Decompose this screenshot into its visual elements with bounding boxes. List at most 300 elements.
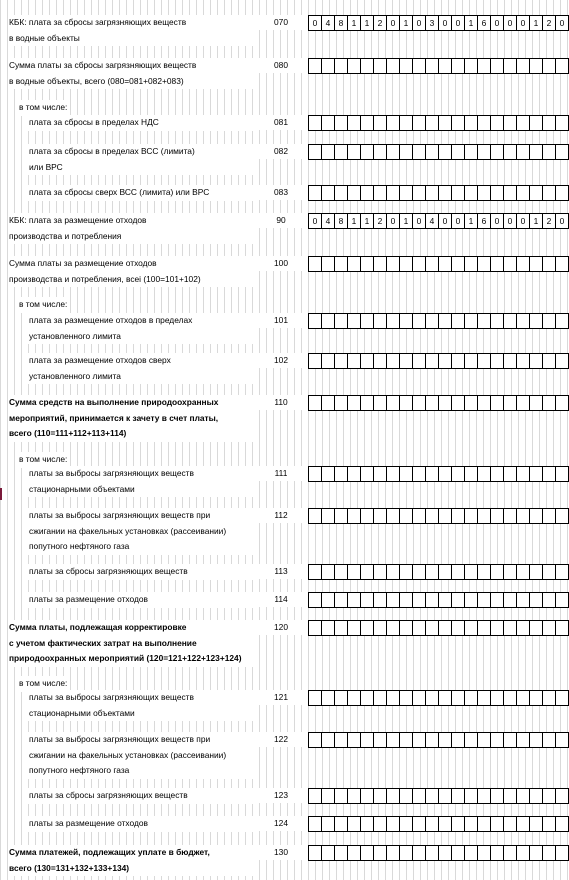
input-cell[interactable] <box>529 816 543 832</box>
input-cell[interactable]: 2 <box>373 15 387 31</box>
input-cell[interactable] <box>477 58 491 74</box>
input-cell[interactable] <box>438 690 452 706</box>
input-cell[interactable] <box>438 256 452 272</box>
input-cell[interactable] <box>360 845 374 861</box>
input-cell[interactable] <box>555 395 569 411</box>
input-cell[interactable] <box>360 732 374 748</box>
input-cell[interactable] <box>542 395 556 411</box>
input-cell[interactable] <box>490 395 504 411</box>
input-cell[interactable] <box>503 816 517 832</box>
input-cell[interactable] <box>373 592 387 608</box>
input-cell[interactable] <box>334 690 348 706</box>
input-cell[interactable] <box>386 788 400 804</box>
input-cell[interactable] <box>542 508 556 524</box>
input-cell[interactable] <box>516 788 530 804</box>
input-cell[interactable] <box>321 256 335 272</box>
input-cell[interactable] <box>321 466 335 482</box>
input-cell[interactable] <box>360 58 374 74</box>
input-cell[interactable] <box>321 353 335 369</box>
input-cell[interactable] <box>529 508 543 524</box>
input-cell[interactable]: 1 <box>464 213 478 229</box>
input-cell[interactable] <box>425 256 439 272</box>
input-cell[interactable] <box>360 256 374 272</box>
input-cell[interactable] <box>555 508 569 524</box>
input-cell[interactable] <box>321 508 335 524</box>
input-cell[interactable] <box>451 788 465 804</box>
input-cell[interactable] <box>308 395 322 411</box>
input-cell[interactable] <box>464 620 478 636</box>
input-cell[interactable] <box>438 395 452 411</box>
input-cell[interactable] <box>490 845 504 861</box>
input-cell[interactable] <box>477 788 491 804</box>
input-cell[interactable] <box>308 816 322 832</box>
input-cell[interactable] <box>503 508 517 524</box>
input-cell[interactable]: 6 <box>477 15 491 31</box>
input-cell[interactable] <box>438 508 452 524</box>
input-cell[interactable]: 3 <box>425 15 439 31</box>
input-cell[interactable] <box>555 466 569 482</box>
input-cell[interactable] <box>555 353 569 369</box>
input-cell[interactable] <box>490 466 504 482</box>
input-cell[interactable] <box>503 256 517 272</box>
input-cell[interactable] <box>490 690 504 706</box>
input-cell[interactable] <box>425 816 439 832</box>
input-cell[interactable] <box>529 466 543 482</box>
input-cell[interactable] <box>451 690 465 706</box>
input-cell[interactable] <box>412 395 426 411</box>
input-cell[interactable] <box>542 620 556 636</box>
input-cell[interactable] <box>347 592 361 608</box>
input-cell[interactable] <box>542 353 556 369</box>
input-cell[interactable] <box>399 564 413 580</box>
input-cell[interactable] <box>529 185 543 201</box>
input-cell[interactable] <box>516 466 530 482</box>
input-cell[interactable]: 4 <box>321 15 335 31</box>
input-cell[interactable] <box>503 564 517 580</box>
input-cell[interactable] <box>399 185 413 201</box>
input-cell[interactable] <box>477 115 491 131</box>
input-cell[interactable] <box>464 508 478 524</box>
input-cell[interactable] <box>386 564 400 580</box>
input-cell[interactable] <box>360 353 374 369</box>
input-cell[interactable]: 0 <box>516 213 530 229</box>
input-cell[interactable] <box>464 395 478 411</box>
input-cell[interactable] <box>529 58 543 74</box>
input-cell[interactable] <box>373 732 387 748</box>
input-cell[interactable] <box>503 592 517 608</box>
input-cell[interactable] <box>334 144 348 160</box>
input-cell[interactable] <box>321 144 335 160</box>
input-cell[interactable] <box>347 690 361 706</box>
input-cell[interactable] <box>451 313 465 329</box>
input-cell[interactable] <box>529 620 543 636</box>
input-cell[interactable] <box>308 620 322 636</box>
input-cell[interactable] <box>438 732 452 748</box>
input-cell[interactable] <box>308 58 322 74</box>
input-cell[interactable] <box>347 816 361 832</box>
input-cell[interactable] <box>412 115 426 131</box>
input-cell[interactable] <box>542 466 556 482</box>
input-cell[interactable] <box>516 353 530 369</box>
input-cell[interactable] <box>412 564 426 580</box>
input-cell[interactable] <box>347 508 361 524</box>
input-cell[interactable] <box>516 58 530 74</box>
input-cell[interactable] <box>386 845 400 861</box>
input-cell[interactable] <box>542 732 556 748</box>
input-cell[interactable] <box>464 256 478 272</box>
input-cell[interactable] <box>425 58 439 74</box>
input-cell[interactable] <box>321 816 335 832</box>
input-cell[interactable] <box>503 620 517 636</box>
input-cell[interactable] <box>399 508 413 524</box>
input-cell[interactable] <box>425 788 439 804</box>
input-cell[interactable] <box>321 58 335 74</box>
input-cell[interactable] <box>503 144 517 160</box>
input-cell[interactable] <box>412 592 426 608</box>
input-cell[interactable] <box>334 466 348 482</box>
input-cell[interactable] <box>477 732 491 748</box>
input-cell[interactable] <box>542 256 556 272</box>
input-cell[interactable] <box>464 788 478 804</box>
input-cell[interactable] <box>399 816 413 832</box>
input-cell[interactable] <box>516 395 530 411</box>
input-cell[interactable] <box>321 592 335 608</box>
input-cell[interactable] <box>373 353 387 369</box>
input-cell[interactable] <box>412 353 426 369</box>
input-cell[interactable]: 4 <box>321 213 335 229</box>
input-cell[interactable]: 1 <box>347 213 361 229</box>
input-cell[interactable] <box>542 313 556 329</box>
input-cell[interactable] <box>438 816 452 832</box>
input-cell[interactable] <box>529 788 543 804</box>
input-cell[interactable]: 0 <box>451 213 465 229</box>
input-cell[interactable] <box>425 353 439 369</box>
input-cell[interactable] <box>399 144 413 160</box>
input-cell[interactable]: 2 <box>542 213 556 229</box>
input-cell[interactable] <box>490 256 504 272</box>
input-cell[interactable] <box>529 115 543 131</box>
input-cell[interactable] <box>503 690 517 706</box>
input-cell[interactable] <box>360 185 374 201</box>
input-cell[interactable] <box>451 115 465 131</box>
input-cell[interactable]: 0 <box>451 15 465 31</box>
input-cell[interactable] <box>334 115 348 131</box>
input-cell[interactable] <box>477 353 491 369</box>
input-cell[interactable] <box>321 690 335 706</box>
input-cell[interactable] <box>477 466 491 482</box>
input-cell[interactable] <box>464 58 478 74</box>
input-cell[interactable]: 1 <box>360 213 374 229</box>
input-cell[interactable] <box>334 508 348 524</box>
input-cell[interactable]: 0 <box>503 15 517 31</box>
input-cell[interactable] <box>425 690 439 706</box>
input-cell[interactable] <box>321 313 335 329</box>
input-cell[interactable] <box>542 816 556 832</box>
input-cell[interactable] <box>438 313 452 329</box>
input-cell[interactable] <box>373 564 387 580</box>
input-cell[interactable] <box>386 144 400 160</box>
input-cell[interactable]: 0 <box>516 15 530 31</box>
input-cell[interactable] <box>360 144 374 160</box>
input-cell[interactable] <box>555 144 569 160</box>
input-cell[interactable] <box>360 620 374 636</box>
input-cell[interactable] <box>516 564 530 580</box>
input-cell[interactable] <box>347 313 361 329</box>
input-cell[interactable] <box>438 564 452 580</box>
input-cell[interactable] <box>464 313 478 329</box>
input-cell[interactable] <box>412 58 426 74</box>
input-cell[interactable] <box>490 353 504 369</box>
input-cell[interactable] <box>360 115 374 131</box>
input-cell[interactable] <box>503 353 517 369</box>
input-cell[interactable] <box>477 508 491 524</box>
input-cell[interactable] <box>464 564 478 580</box>
input-cell[interactable] <box>555 185 569 201</box>
input-cell[interactable] <box>347 115 361 131</box>
input-cell[interactable] <box>386 466 400 482</box>
input-cell[interactable] <box>360 313 374 329</box>
input-cell[interactable] <box>438 788 452 804</box>
input-cell[interactable] <box>529 564 543 580</box>
input-cell[interactable] <box>321 564 335 580</box>
input-cell[interactable] <box>321 788 335 804</box>
input-cell[interactable] <box>321 732 335 748</box>
input-cell[interactable] <box>308 466 322 482</box>
input-cell[interactable] <box>503 395 517 411</box>
input-cell[interactable] <box>412 732 426 748</box>
input-cell[interactable] <box>503 185 517 201</box>
input-cell[interactable] <box>542 144 556 160</box>
input-cell[interactable] <box>308 564 322 580</box>
input-cell[interactable] <box>503 845 517 861</box>
input-cell[interactable] <box>347 353 361 369</box>
input-cell[interactable] <box>438 115 452 131</box>
input-cell[interactable] <box>321 115 335 131</box>
input-cell[interactable] <box>503 788 517 804</box>
input-cell[interactable] <box>516 508 530 524</box>
input-cell[interactable]: 1 <box>529 15 543 31</box>
input-cell[interactable] <box>555 592 569 608</box>
input-cell[interactable] <box>425 466 439 482</box>
input-cell[interactable] <box>373 395 387 411</box>
input-cell[interactable] <box>529 144 543 160</box>
input-cell[interactable]: 2 <box>373 213 387 229</box>
input-cell[interactable] <box>373 690 387 706</box>
input-cell[interactable]: 0 <box>555 213 569 229</box>
input-cell[interactable] <box>542 845 556 861</box>
input-cell[interactable] <box>425 592 439 608</box>
input-cell[interactable] <box>308 592 322 608</box>
input-cell[interactable] <box>477 256 491 272</box>
input-cell[interactable] <box>529 313 543 329</box>
input-cell[interactable] <box>464 353 478 369</box>
input-cell[interactable] <box>503 58 517 74</box>
input-cell[interactable] <box>386 185 400 201</box>
input-cell[interactable] <box>490 592 504 608</box>
input-cell[interactable] <box>555 564 569 580</box>
input-cell[interactable]: 1 <box>399 15 413 31</box>
input-cell[interactable]: 6 <box>477 213 491 229</box>
input-cell[interactable] <box>490 732 504 748</box>
input-cell[interactable] <box>373 185 387 201</box>
input-cell[interactable] <box>399 395 413 411</box>
input-cell[interactable] <box>464 115 478 131</box>
input-cell[interactable] <box>347 845 361 861</box>
input-cell[interactable] <box>334 313 348 329</box>
input-cell[interactable] <box>308 115 322 131</box>
input-cell[interactable] <box>334 395 348 411</box>
input-cell[interactable] <box>308 788 322 804</box>
input-cell[interactable]: 0 <box>308 15 322 31</box>
input-cell[interactable] <box>321 395 335 411</box>
input-cell[interactable] <box>334 845 348 861</box>
input-cell[interactable] <box>399 592 413 608</box>
input-cell[interactable] <box>360 788 374 804</box>
input-cell[interactable] <box>425 313 439 329</box>
input-cell[interactable] <box>334 788 348 804</box>
input-cell[interactable] <box>503 732 517 748</box>
input-cell[interactable]: 0 <box>308 213 322 229</box>
input-cell[interactable] <box>451 816 465 832</box>
input-cell[interactable] <box>308 313 322 329</box>
input-cell[interactable] <box>477 690 491 706</box>
input-cell[interactable]: 0 <box>386 213 400 229</box>
input-cell[interactable]: 0 <box>412 15 426 31</box>
input-cell[interactable] <box>386 395 400 411</box>
input-cell[interactable] <box>529 592 543 608</box>
input-cell[interactable] <box>412 620 426 636</box>
input-cell[interactable] <box>490 144 504 160</box>
input-cell[interactable] <box>477 564 491 580</box>
input-cell[interactable]: 0 <box>490 213 504 229</box>
input-cell[interactable] <box>412 144 426 160</box>
input-cell[interactable] <box>464 732 478 748</box>
input-cell[interactable] <box>334 185 348 201</box>
input-cell[interactable] <box>347 256 361 272</box>
input-cell[interactable] <box>321 185 335 201</box>
input-cell[interactable] <box>516 732 530 748</box>
input-cell[interactable] <box>451 564 465 580</box>
input-cell[interactable]: 0 <box>386 15 400 31</box>
input-cell[interactable] <box>542 115 556 131</box>
input-cell[interactable] <box>490 313 504 329</box>
input-cell[interactable] <box>399 845 413 861</box>
input-cell[interactable] <box>412 466 426 482</box>
input-cell[interactable]: 0 <box>490 15 504 31</box>
input-cell[interactable] <box>412 816 426 832</box>
input-cell[interactable] <box>516 115 530 131</box>
input-cell[interactable] <box>360 592 374 608</box>
input-cell[interactable] <box>399 353 413 369</box>
input-cell[interactable] <box>386 592 400 608</box>
input-cell[interactable] <box>334 592 348 608</box>
input-cell[interactable] <box>334 58 348 74</box>
input-cell[interactable] <box>529 690 543 706</box>
input-cell[interactable] <box>347 788 361 804</box>
input-cell[interactable] <box>321 620 335 636</box>
input-cell[interactable] <box>438 466 452 482</box>
input-cell[interactable] <box>516 185 530 201</box>
input-cell[interactable] <box>438 592 452 608</box>
input-cell[interactable] <box>347 58 361 74</box>
input-cell[interactable] <box>516 144 530 160</box>
input-cell[interactable] <box>503 115 517 131</box>
input-cell[interactable] <box>360 690 374 706</box>
input-cell[interactable] <box>490 508 504 524</box>
input-cell[interactable] <box>529 353 543 369</box>
input-cell[interactable] <box>386 816 400 832</box>
input-cell[interactable] <box>438 144 452 160</box>
input-cell[interactable]: 1 <box>464 15 478 31</box>
input-cell[interactable] <box>464 466 478 482</box>
input-cell[interactable] <box>347 185 361 201</box>
input-cell[interactable] <box>477 592 491 608</box>
input-cell[interactable] <box>477 144 491 160</box>
input-cell[interactable] <box>308 732 322 748</box>
input-cell[interactable] <box>477 620 491 636</box>
input-cell[interactable] <box>542 564 556 580</box>
input-cell[interactable] <box>490 816 504 832</box>
input-cell[interactable] <box>516 620 530 636</box>
input-cell[interactable] <box>373 115 387 131</box>
input-cell[interactable] <box>334 353 348 369</box>
input-cell[interactable] <box>451 732 465 748</box>
input-cell[interactable] <box>477 816 491 832</box>
input-cell[interactable] <box>555 115 569 131</box>
input-cell[interactable] <box>438 845 452 861</box>
input-cell[interactable] <box>490 115 504 131</box>
input-cell[interactable] <box>529 732 543 748</box>
input-cell[interactable] <box>412 845 426 861</box>
input-cell[interactable] <box>386 620 400 636</box>
input-cell[interactable] <box>425 508 439 524</box>
input-cell[interactable] <box>308 353 322 369</box>
input-cell[interactable] <box>373 256 387 272</box>
input-cell[interactable] <box>373 313 387 329</box>
input-cell[interactable] <box>529 395 543 411</box>
input-cell[interactable] <box>490 185 504 201</box>
input-cell[interactable] <box>399 58 413 74</box>
input-cell[interactable] <box>347 732 361 748</box>
input-cell[interactable] <box>308 508 322 524</box>
input-cell[interactable] <box>503 313 517 329</box>
input-cell[interactable] <box>516 313 530 329</box>
input-cell[interactable] <box>516 256 530 272</box>
input-cell[interactable] <box>529 845 543 861</box>
input-cell[interactable] <box>555 690 569 706</box>
input-cell[interactable] <box>425 732 439 748</box>
input-cell[interactable]: 0 <box>503 213 517 229</box>
input-cell[interactable] <box>347 564 361 580</box>
input-cell[interactable] <box>438 353 452 369</box>
input-cell[interactable] <box>555 58 569 74</box>
input-cell[interactable] <box>451 592 465 608</box>
input-cell[interactable] <box>412 185 426 201</box>
input-cell[interactable] <box>555 732 569 748</box>
input-cell[interactable] <box>373 58 387 74</box>
input-cell[interactable] <box>308 185 322 201</box>
input-cell[interactable] <box>412 256 426 272</box>
input-cell[interactable] <box>555 788 569 804</box>
input-cell[interactable]: 1 <box>399 213 413 229</box>
input-cell[interactable] <box>399 115 413 131</box>
input-cell[interactable] <box>373 144 387 160</box>
input-cell[interactable] <box>490 620 504 636</box>
input-cell[interactable] <box>399 466 413 482</box>
input-cell[interactable]: 8 <box>334 15 348 31</box>
input-cell[interactable] <box>451 144 465 160</box>
input-cell[interactable] <box>451 185 465 201</box>
